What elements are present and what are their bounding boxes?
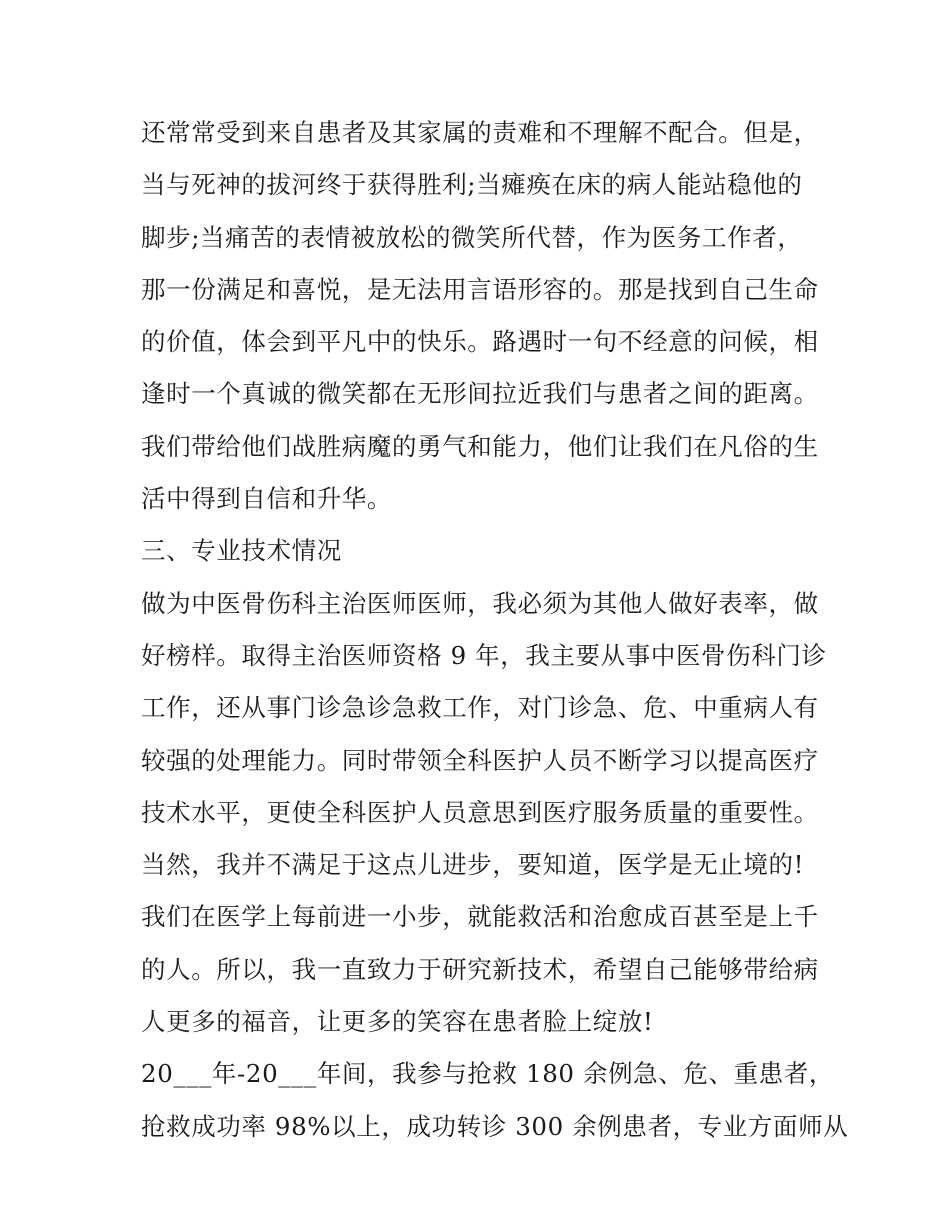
text-line: 活中得到自信和升华。 <box>141 484 392 514</box>
text-line: 的人。所以，我一直致力于研究新技术，希望自己能够带给病 <box>141 954 819 984</box>
section-heading: 三、专业技术情况 <box>141 536 342 566</box>
text-line: 脚步;当痛苦的表情被放松的微笑所代替，作为医务工作者， <box>141 222 803 252</box>
text-line: 那一份满足和喜悦，是无法用言语形容的。那是找到自己生命 <box>141 274 819 304</box>
text-line: 的价值，体会到平凡中的快乐。路遇时一句不经意的问候，相 <box>141 327 819 357</box>
text-line: 人更多的福音，让更多的笑容在患者脸上绽放! <box>141 1007 654 1037</box>
text-line: 好榜样。取得主治医师资格 9 年，我主要从事中医骨伤科门诊 <box>141 640 827 670</box>
text-line: 我们带给他们战胜病魔的勇气和能力，他们让我们在凡俗的生 <box>141 431 819 461</box>
text-line: 工作，还从事门诊急诊急救工作，对门诊急、危、中重病人有 <box>141 693 819 723</box>
text-line: 做为中医骨伤科主治医师医师，我必须为其他人做好表率，做 <box>141 588 819 618</box>
text-line: 逢时一个真诚的微笑都在无形间拉近我们与患者之间的距离。 <box>141 379 819 409</box>
text-line: 20___年-20___年间，我参与抢救 180 余例急、危、重患者， <box>141 1059 834 1089</box>
text-line: 还常常受到来自患者及其家属的责难和不理解不配合。但是， <box>141 118 819 147</box>
text-line: 当然，我并不满足于这点儿进步，要知道，医学是无止境的! <box>141 850 805 880</box>
text-line: 当与死神的拔河终于获得胜利;当瘫痪在床的病人能站稳他的 <box>141 170 803 200</box>
text-line: 较强的处理能力。同时带领全科医护人员不断学习以提高医疗 <box>141 745 819 775</box>
text-line: 抢救成功率 98%以上，成功转诊 300 余例患者，专业方面师从 <box>141 1111 849 1141</box>
text-line: 我们在医学上每前进一小步，就能救活和治愈成百甚至是上千 <box>141 902 819 932</box>
text-line: 技术水平，更使全科医护人员意思到医疗服务质量的重要性。 <box>141 797 819 827</box>
document-body <box>141 107 849 1153</box>
